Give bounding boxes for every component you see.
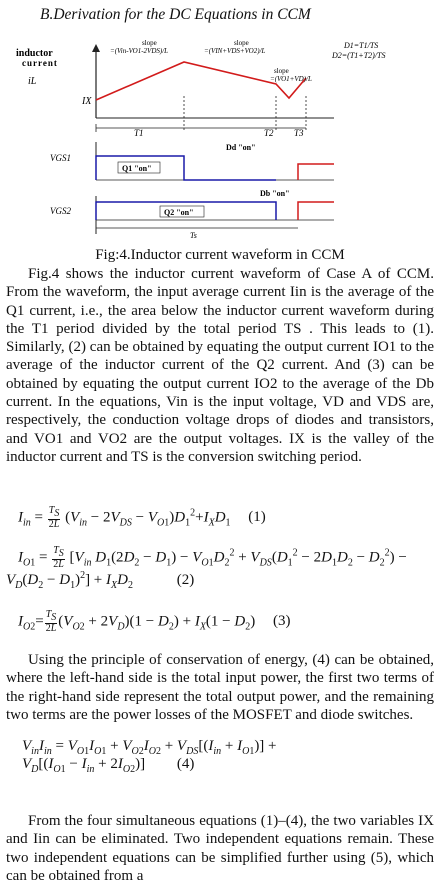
figure-caption: Fig:4.Inductor current waveform in CCM (95, 247, 345, 263)
vgs2-label: VGS2 (50, 206, 71, 216)
equation-1-number: (1) (248, 509, 266, 526)
inductor-current-figure (14, 36, 434, 242)
ts-label: Ts (190, 231, 197, 240)
duty1-def: D1=T1/TS (344, 41, 379, 50)
t3-label: T3 (294, 128, 304, 138)
ylabel-line1: inductor (16, 48, 53, 59)
slope2-expr: =(VIN+VDS+VO2)/L (204, 47, 266, 55)
vgs2-next-pulse (298, 202, 334, 220)
t2-label: T2 (264, 128, 274, 138)
paragraph-energy-conservation: Using the principle of conservation of energy, (4) can be obtained, where the left-hand side is the total input power, the first two terms of the right-hand side represent the total output power, and the remaining two terms are the power losses of the MOSFET and diode switches. (6, 652, 434, 723)
vgs1-next-pulse (298, 164, 334, 180)
paragraph-simultaneous-equations: From the four simultaneous equations (1)–(4), the two variables IX and Iin can be eliminated. Two independent equations remain. These two independent equations can be simplified further using (5), which can be obtained from a (6, 813, 434, 884)
slope1-title: slope (142, 39, 157, 47)
section-heading: B.Derivation for the DC Equations in CCM (40, 6, 311, 23)
slope1-expr: =(Vin-VO1-2VDS)/L (110, 47, 169, 55)
dd-on-label: Dd "on" (226, 143, 256, 152)
waveform-diagram (14, 36, 434, 242)
equation-2-line2: $V_D(D_2 - D_1)^2] + I_XD_2$ (2) (6, 570, 195, 591)
equation-3: $I_{O2}=$ $\frac{T_S}{2L}$ $(V_{O2} + 2V_D)(1 - D_2) + I_X(1 - D_2)$ (3) (18, 609, 291, 634)
q2-on-label: Q2 "on" (164, 208, 194, 217)
q1-on-label: Q1 "on" (122, 164, 152, 173)
db-on-label: Db "on" (260, 189, 290, 198)
ix-label: IX (82, 96, 92, 107)
equation-3-number: (3) (272, 613, 291, 630)
equation-4-line2: $V_D[(I_{O1} - I_{in} + 2I_{O2})]$ (4) (22, 756, 195, 775)
vgs1-label: VGS1 (50, 153, 71, 163)
slope3-expr: =(VO1+VD)/L (270, 75, 312, 83)
equation-1: $I_{in}$ = $\frac{T_S}{2L}$ $(V_{in} - 2V_{DS} - V_{O1})D_1^2+I_XD_1$ (1) (18, 505, 266, 530)
paragraph-waveform-explanation: Fig.4 shows the inductor current waveform of Case A of CCM. From the waveform, the input average current Iin is the average of the Q1 current, i.e., the area below the inductor current waveform during the T1 period divided by the total period TS . This leads to (1). Similarly, (2) can be obtained by equating the output current IO1 to the average of the inductor current of the Q2 current. And (3) can be obtained by equating the output current IO2 to the average of the Db current. In the equations, Vin is the input voltage, VD and VDS are, respectively, the conduction voltage drops of diodes and transistors, and VO1 and VO2 are the output voltages. IX is the valley of the inductor current and TS is the conversion switching period. (6, 266, 434, 465)
equation-2-number: (2) (176, 572, 195, 588)
slope2-title: slope (234, 39, 249, 47)
equation-2-line1: $I_{O1}$ = $\frac{T_S}{2L}$ [$V_{in}$ $D_1(2D_2 - D_1) - V_{O1}D_2^2 + V_{DS}(D_1^2 - 2D_1D_2 - D_2^2)$ − (18, 545, 407, 570)
equation-4-line1: $V_{in}I_{in} = V_{O1}I_{O1} + V_{O2}I_{O2} + V_{DS}[(I_{in} + I_{O1})]$ + (22, 738, 277, 757)
period-markers (96, 96, 306, 132)
duty2-def: D2=(T1+T2)/TS (332, 51, 386, 60)
top-y-arrow (92, 44, 100, 52)
ylabel-line2: current (22, 58, 58, 68)
equation-4-number: (4) (176, 756, 195, 772)
t1-label: T1 (134, 128, 144, 138)
ylabel-symbol: iL (28, 76, 37, 87)
slope3-title: slope (274, 67, 289, 75)
